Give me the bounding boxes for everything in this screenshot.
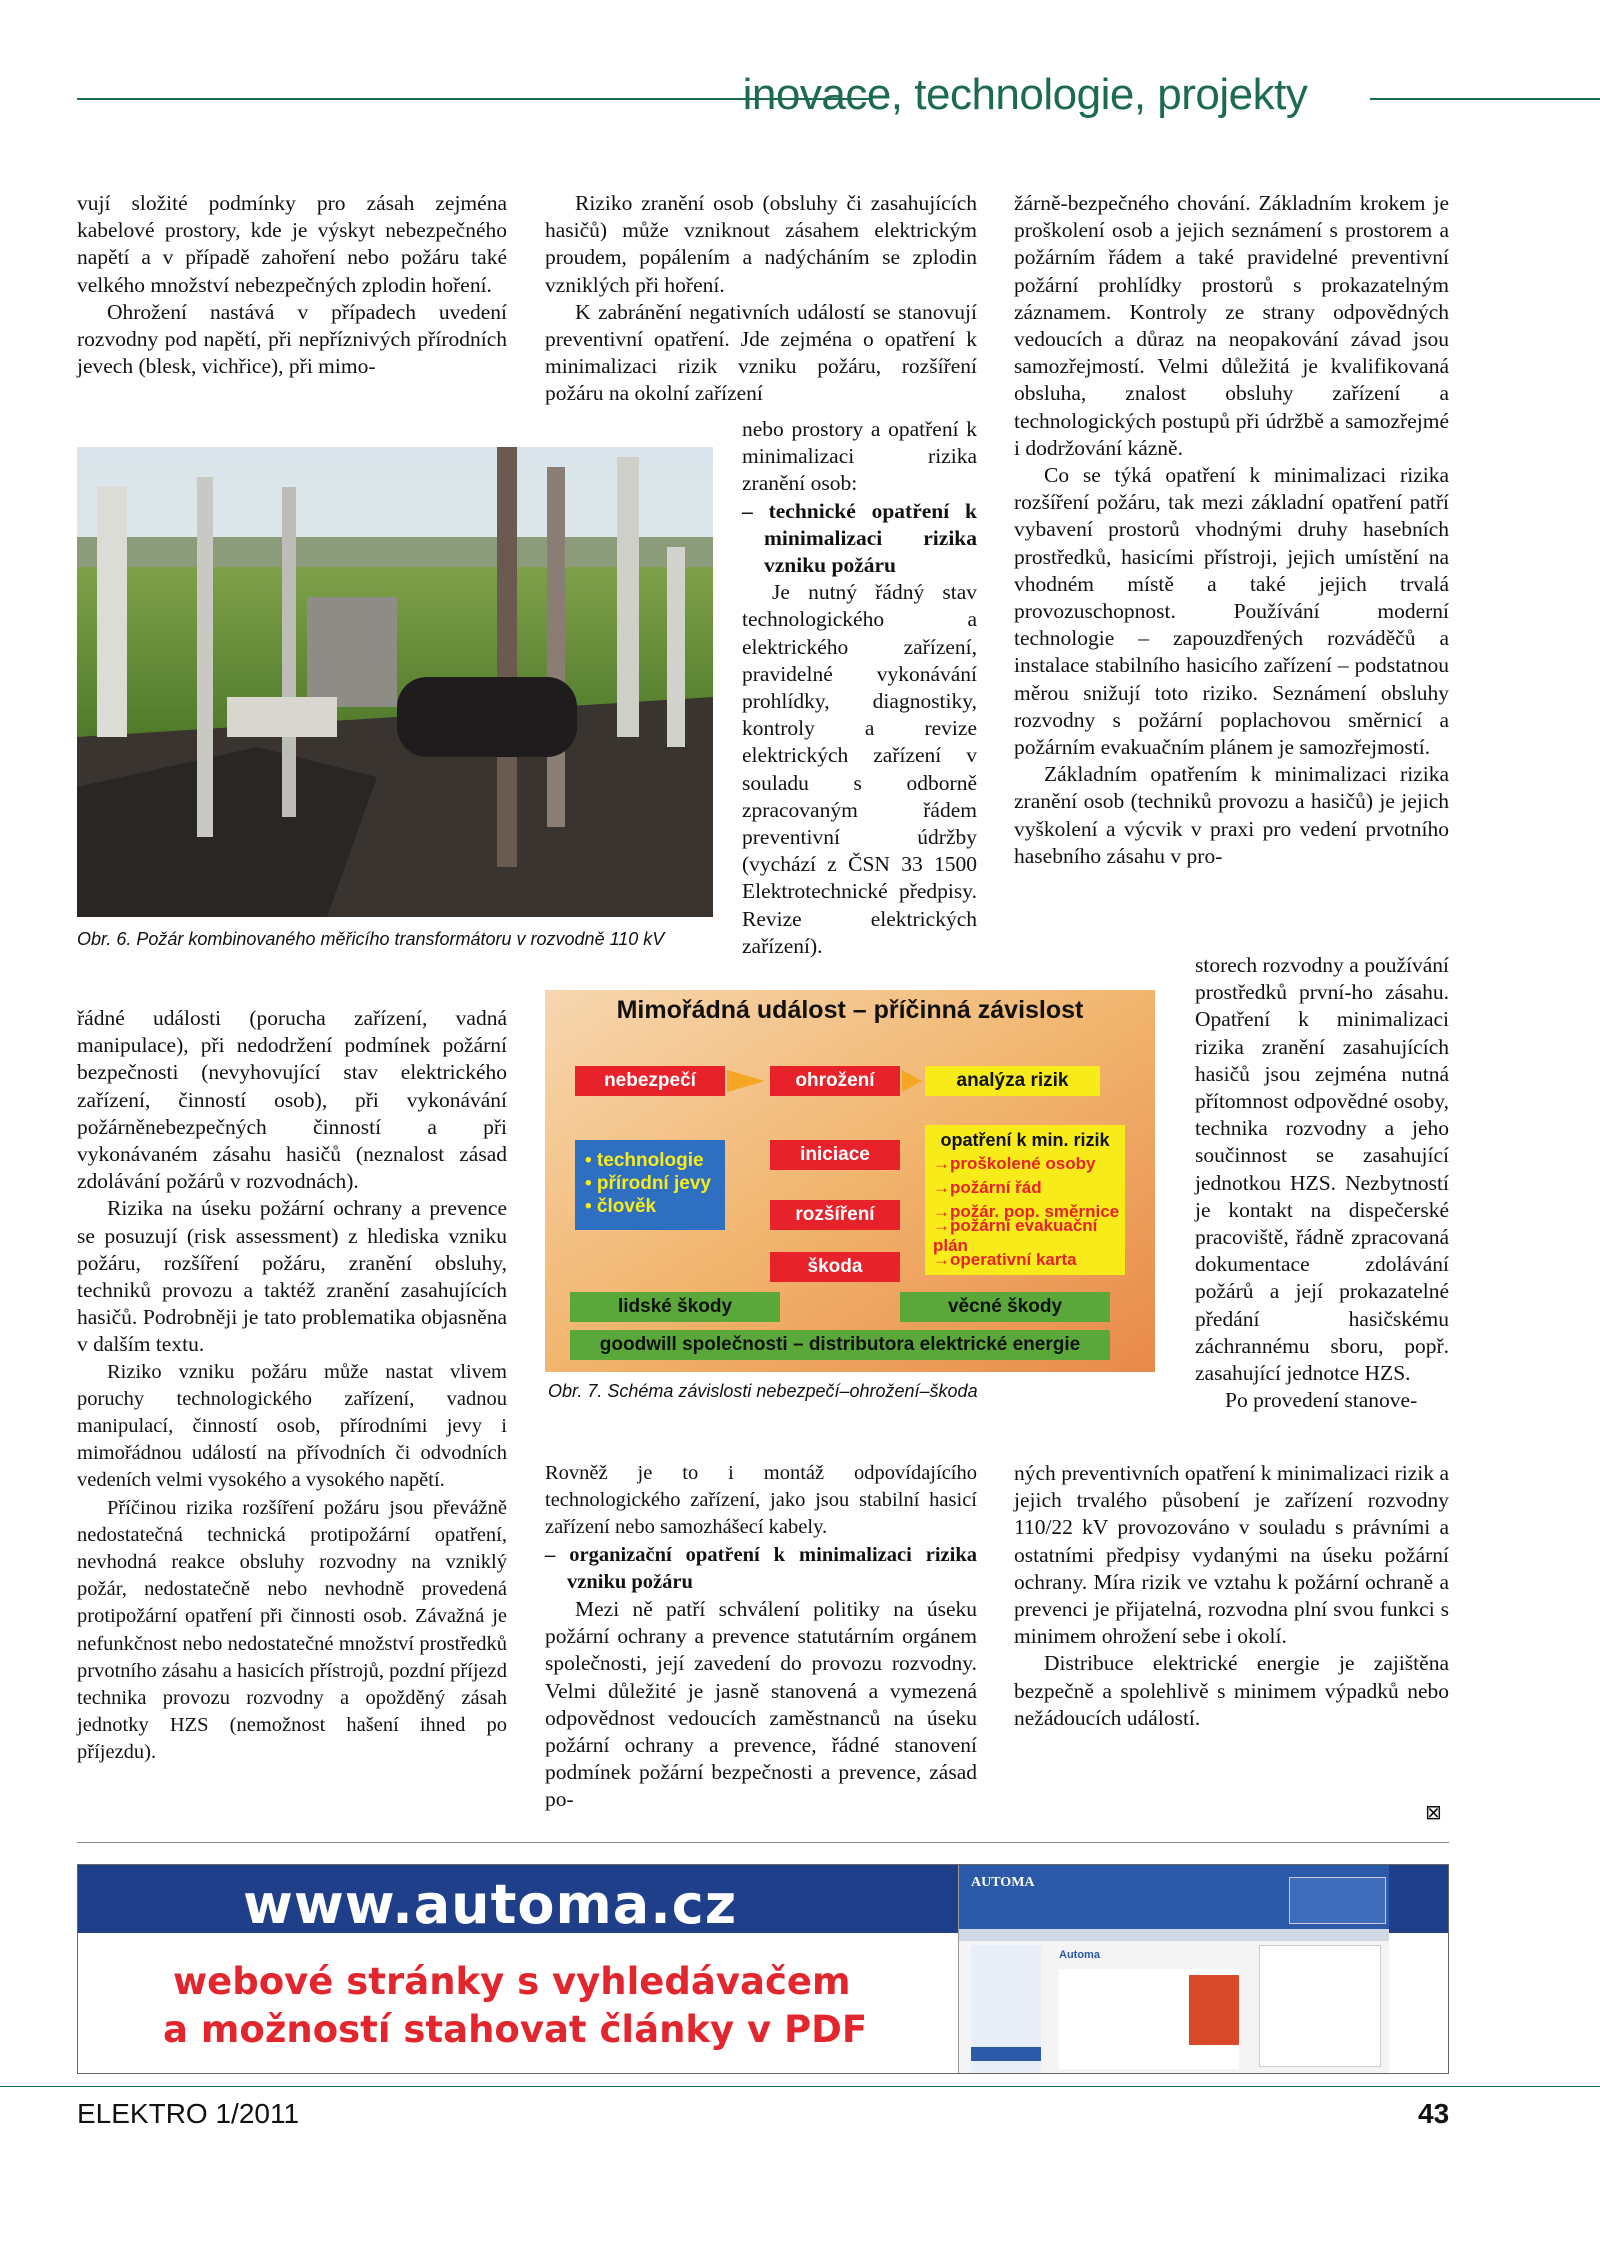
column-2-narrow — [742, 416, 977, 960]
box-iniciace: iniciace — [770, 1140, 900, 1170]
box-rozsireni: rozšíření — [770, 1200, 900, 1230]
banner-line-1: webové stránky s vyhledávačem — [173, 1960, 851, 2003]
arrow-1 — [727, 1070, 765, 1092]
paragraph: vují složité podmínky pro zásah zejména kabelové prostory, kde je výskyt nebezpečného napětí a v případě zahoření nebo požáru také velkého množství nebezpečných zplodin hoření. — [77, 191, 507, 297]
box-goodwill: goodwill společnosti – distributora elektrické energie — [570, 1330, 1110, 1360]
section-title: inovace, technologie, projekty — [742, 70, 1308, 119]
column-1-bottom — [77, 1005, 507, 1767]
column-3-bottom — [1014, 1460, 1449, 1732]
paragraph: Riziko zranění osob (obsluhy či zasahujících hasičů) může vzniknout zásahem elektrickým proudem, popálením a nadýcháním se zplodin vzniklých při hoření. — [545, 191, 977, 297]
paragraph: storech rozvodny a používání prostředků první-ho zásahu. Opatření k minimalizaci rizika zranění zasahujících hasičů jsou zejména nutná přítomnost odpovědné osoby, technika rozvodny a jeho součinnost se zasahující jednotkou HZS. Nezbytností je kontakt na dispečerské pracoviště, řádně zpracovaná dokumentace zdolávání požárů a její prokazatelné předání hasičskému záchrannému sboru, popř. zasahující jednotce HZS. — [1195, 953, 1449, 1386]
box-nebezpeci: nebezpečí — [575, 1066, 725, 1096]
opatreni-item: →požární evakuační plán — [933, 1216, 1098, 1255]
banner-rule — [77, 1842, 1449, 1843]
paragraph: ných preventivních opatření k minimalizaci rizik a jejich trvalého působení je zařízení rozvodny 110/22 kV provozováno v souladu s právními a ostatními předpisy vydanými na úseku požární ochrany. Míra rizik ve vztahu k požární ochraně a prevenci je přijatelná, rozvodna plní svou funkci s minimem ohrožení sebe i okolí. — [1014, 1461, 1449, 1649]
box-analyza-rizik: analýza rizik — [925, 1066, 1100, 1096]
opatreni-item: →požár. pop. směrnice — [933, 1202, 1120, 1221]
opatreni-item: →operativní karta — [933, 1250, 1077, 1269]
diagram-title: Mimořádná událost – příčinná závislost — [616, 995, 1084, 1024]
paragraph: Mezi ně patří schválení politiky na úseku požární ochrany a prevence statutárním orgánem společnosti, její zavedení do provozu rozvodny. Velmi důležité je jasně stanovená a vymezená odpovědnost vedoucích zaměstnanců na úseku požární ochrany a prevence, řádné stanovení podmínek požární bezpečnosti a prevence, zásad po- — [545, 1597, 977, 1812]
automa-banner[interactable] — [77, 1864, 1449, 2074]
site-magazine-cover — [1189, 1975, 1239, 2045]
website-screenshot — [958, 1865, 1389, 2074]
magazine-issue: ELEKTRO 1/2011 — [77, 2098, 300, 2129]
paragraph: nebo prostory a opatření k minimalizaci rizika zranění osob: — [742, 417, 977, 496]
paragraph: Rovněž je to i montáž odpovídajícího technologického zařízení, jako jsou stabilní hasicí zařízení nebo samozhášecí kabely. — [545, 1462, 977, 1539]
paragraph: Rizika na úseku požární ochrany a prevence se posuzují (risk assessment) z hlediska vzniku požáru, rozšíření požáru, zranění obsluhy, techniků provozu a taktéž zranění zasahujících hasičů. Podrobněji je tato problematika objasněna v dalším textu. — [77, 1196, 507, 1357]
bullet-heading: – organizační opatření k minimalizaci rizika vzniku požáru — [545, 1543, 977, 1593]
site-logo: AUTOMA — [971, 1875, 1035, 1890]
banner-url[interactable]: www.automa.cz — [243, 1873, 738, 1936]
bullet-heading: – technické opatření k minimalizaci rizika vzniku požáru — [742, 498, 977, 578]
arrow-2 — [902, 1070, 922, 1092]
box-lidske-skody: lidské škody — [570, 1292, 780, 1322]
paragraph: Je nutný řádný stav technologického a elektrického zařízení, pravidelné vykonávání prohlídky, diagnostiky, kontroly a revize elektrických zařízení v souladu s odborně zpracovaným řádem preventivní údržby (vychází z ČSN 33 1500 Elektrotechnické předpisy. Revize elektrických zařízení). — [742, 580, 977, 958]
page-number: 43 — [1418, 2098, 1450, 2129]
box-vecne-skody: věcné škody — [900, 1292, 1110, 1322]
column-3-narrow — [1195, 952, 1449, 1414]
paragraph: žárně-bezpečného chování. Základním krokem je proškolení osob a jejich seznámení s prostorem a požárním řádem a také pravidelné preventivní požární prohlídky prostorů s prokazatelným záznamem. Kontroly ze strany odpovědných vedoucích a důraz na neopakování závad jsou samozřejmostí. Velmi důležitá je kvalifikovaná obsluha, znalost obsluhy zařízení a technologických postupů při údržbě a samozřejmé i dodržování kázně. — [1014, 191, 1449, 460]
source-item: • člověk — [585, 1196, 657, 1217]
paragraph: Co se týká opatření k minimalizaci rizika rozšíření požáru, tak mezi základní opatření patří vybavení prostorů vhodnými druhy hasebních prostředků, hasicími přístroji, jejich umístění na vhodném místě a také jejich trvalá provozuschopnost. Používání moderní technologie – zapouzdřených rozváděčů a instalace stabilního hasicího zařízení – podstatnou měrou snižují toto riziko. Seznámení obsluhy rozvodny s požární poplachovou směrnicí a požárním evakuačním plánem je samozřejmostí. — [1014, 463, 1449, 760]
figure-7-diagram — [545, 990, 1155, 1372]
column-3-top — [1014, 190, 1449, 870]
figure-7-caption: Obr. 7. Schéma závislosti nebezpečí–ohrožení–škoda — [548, 1381, 978, 1401]
box-ohrozeni: ohrožení — [770, 1066, 900, 1096]
paragraph: Po provedení stanove- — [1225, 1388, 1418, 1413]
site-login-box — [1289, 1877, 1386, 1924]
paragraph: Riziko vzniku požáru může nastat vlivem poruchy technologického zařízení, vadnou manipulací, činností osob, přírodními jevy i mimořádnou událostí na přívodních či odvodních vedeních velmi vysokého a vysokého napětí. — [77, 1360, 507, 1492]
paragraph: Ohrožení nastává v případech uvedení rozvodny pod napětí, při nepříznivých přírodních jevech (blesk, vichřice), při mimo- — [77, 299, 507, 379]
footer-rule — [0, 2086, 1600, 2087]
transformer-fire-photo — [77, 447, 713, 917]
column-1-top — [77, 190, 507, 380]
column-2-top — [545, 190, 977, 408]
source-item: • technologie — [585, 1150, 704, 1171]
banner-line-2: a možností stahovat články v PDF — [163, 2008, 868, 2051]
paragraph: Příčinou rizika rozšíření požáru jsou převážně nedostatečná technická protipožární opatření, nevhodná reakce obsluhy rozvodny na vzniklý požár, nedostatečně nebo nevhodně provedená protipožární opatření při činnosti osob. Závažná je nefunkčnost nebo nedostatečné množství prostředků prvotního zásahu a hasicích přístrojů, pozdní příjezd technika provozu rozvodny a opožděný zásah jednotky HZS (nemožnost hašení ihned po příjezdu). — [77, 1496, 507, 1764]
site-sidebar-highlight — [971, 2047, 1041, 2061]
paragraph: Distribuce elektrické energie je zajištěna bezpečně a spolehlivě s minimem výpadků nebo nežádoucích událostí. — [1014, 1651, 1449, 1730]
opatreni-item: →požární řád — [933, 1178, 1042, 1197]
source-item: • přírodní jevy — [585, 1173, 711, 1194]
paragraph: K zabránění negativních událostí se stanovují preventivní opatření. Jde zejména o opatření k minimalizaci rizik vzniku požáru, rozšíření požáru na okolní zařízení — [545, 299, 977, 406]
figure-6-photo — [77, 447, 713, 917]
figure-6-caption: Obr. 6. Požár kombinovaného měřicího transformátoru v rozvodně 110 kV — [77, 929, 665, 949]
paragraph: Základním opatřením k minimalizaci rizika zranění osob (techniků provozu a hasičů) je jejich vyškolení a výcvik v praxi pro vedení prvotního hasebního zásahu v pro- — [1014, 762, 1449, 868]
opatreni-title: opatření k min. rizik — [940, 1129, 1110, 1150]
box-skoda: škoda — [770, 1252, 900, 1282]
site-heading: Automa — [1059, 1949, 1100, 1961]
end-mark: ⊠ — [1425, 1800, 1442, 1824]
site-right-box — [1259, 1945, 1381, 2067]
opatreni-item: →proškolené osoby — [933, 1154, 1096, 1173]
paragraph: řádné události (porucha zařízení, vadná manipulace), při nedodržení podmínek požární bezpečnosti (nevyhovující stav elektrického zařízení, činností osob), při vykonávání požárněnebezpečných činností a při vykonávaném zásahu hasičů (neznalost zásad zdolávání požárů v rozvodnách). — [77, 1006, 507, 1194]
column-2-bottom — [545, 1460, 977, 1814]
site-nav — [959, 1929, 1389, 1941]
